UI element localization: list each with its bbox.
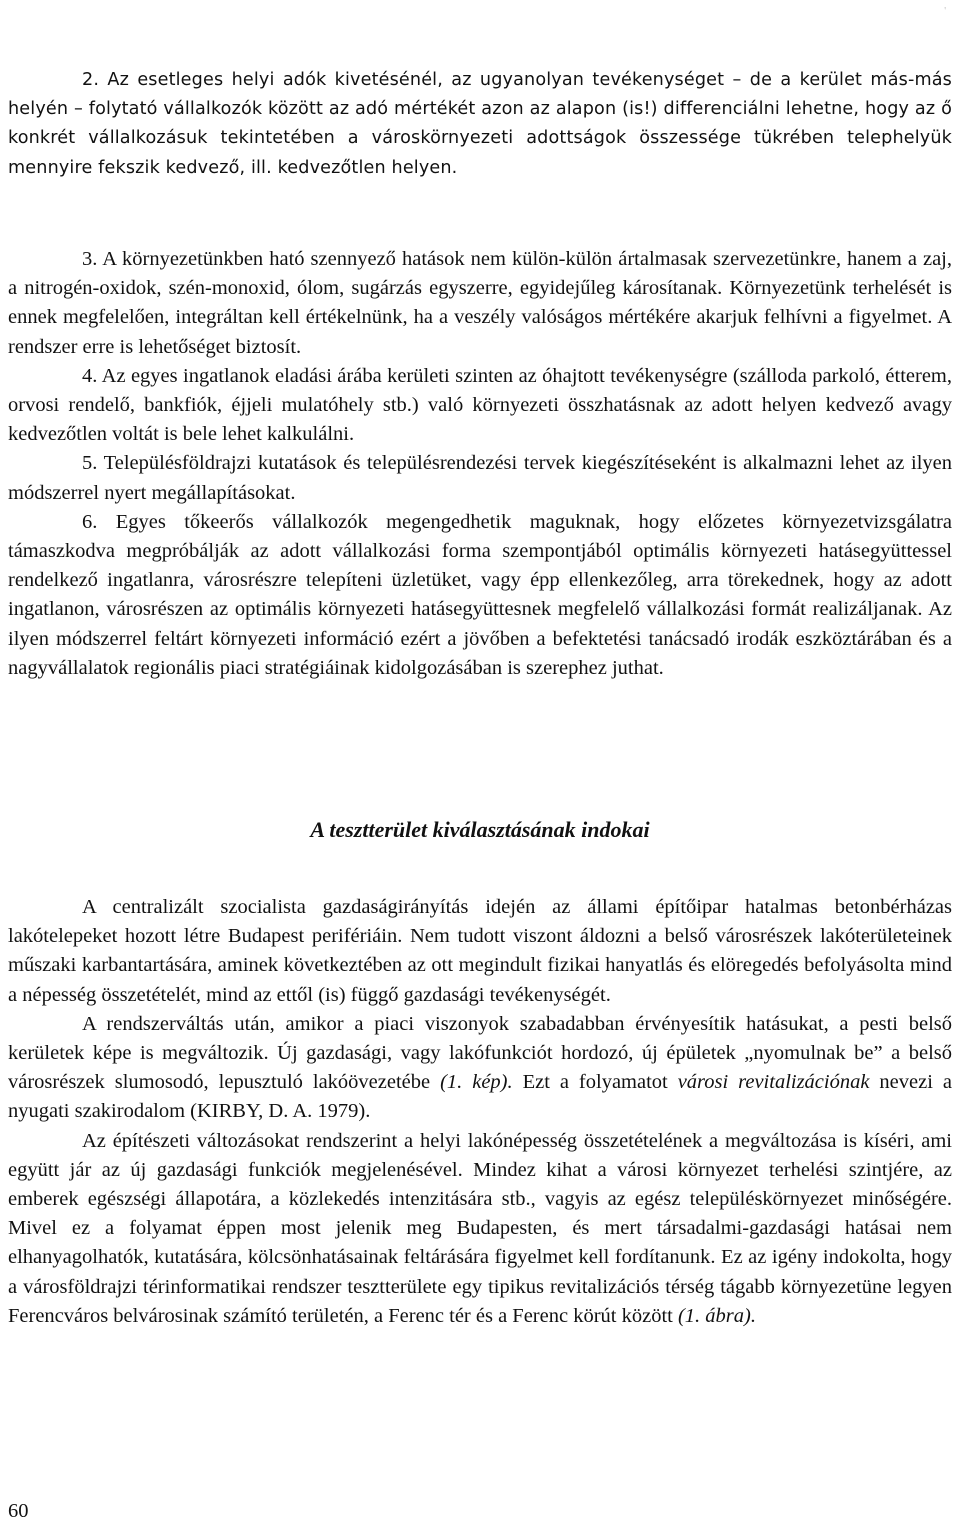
body-paragraph-2-text-a: A rendszerváltás után, amikor a piaci viszonyok szabadabban érvényesítik hatásukat, a pesti belső kerületek képe is megváltozik. Új gazdasági, vagy lakófunkciót hordozó, új épületek „nyomulnak be” a belső városrészek slumosodó, lepusztuló lakóövezetébe (8, 1012, 952, 1094)
list-continuation-lower (8, 245, 952, 683)
body-paragraph-2-text-c: nevezi a nyugati szakirodalom (KIRBY, D. A. 1979). (8, 1071, 952, 1123)
body-paragraph-3-text: Az építészeti változásokat rendszerint a helyi lakónépesség összetételének a megváltozása is kíséri, ami együtt jár az új gazdasági funkciók megjelenésével. Mindez kihat a városi környezet terhelési szintjére, az emberek egészségi állapotára, a közlekedés intenzitására stb., vagyis az egész településkörnyezet minőségére. Mivel ez a folyamat éppen most jelenik meg Budapesten, és mert társadalmi-gazdasági hatásai nem elhanyagolhatók, kutatására, kölcsönhatásainak feltárására figyelmet kell fordítanunk. Ez az igény indokolta, hogy a városföldrajzi térinformatikai rendszer tesztterülete egy tipikus revitalizációs térség tágabb környezetüne legyen Ferencváros belvárosinak számító területén, a Ferenc tér és a Ferenc körút között (8, 1129, 952, 1327)
term-urban-revitalization: városi revitalizációnak (677, 1071, 870, 1094)
section-body (8, 893, 952, 1331)
body-paragraph-3 (8, 1127, 952, 1331)
page-number: 60 (8, 1500, 29, 1522)
paragraph-item-6: 6. Egyes tőkeerős vállalkozók megengedhetik maguknak, hogy előzetes környezetvizsgálatra támaszkodva megpróbálják az adott vállalkozási forma szempontjából optimális környezeti hatásegyüttessel rendelkező ingatlanra, városrészre telepíteni üzletüket, vagy épp ellenkezőleg, arra törekednek, hogy az adott ingatlanon, városrészen az optimális környezeti hatásegyüttesnek megfelelő vállalkozási formát realizáljanak. Az ilyen módszerrel feltárt környezeti információ ezért a jövőben a befektetési tanácsadó irodák eszköztárában és a nagyvállalatok regionális piaci stratégiáinak kidolgozásában is szerephez juthat. (8, 510, 952, 679)
paragraph-item-2: 2. Az esetleges helyi adók kivetésénél, az ugyanolyan tevékenységet – de a kerület más-más helyén – folytató vállalkozók között az adó mértékét azon az alapon (is!) differenciálni lehetne, hogy az ő konkrét vállalkozásuk tekintetében a városkörnyezeti adottságok összessége tükrében telephelyük mennyire fekszik kedvező, ill. kedvezőtlen helyen. (8, 70, 952, 178)
list-continuation-upper (8, 66, 952, 183)
figure-reference-photo: (1. kép). (440, 1071, 513, 1094)
body-paragraph-1: A centralizált szocialista gazdaságirányítás idején az állami építőipar hatalmas betonbérházas lakótelepeket hozott létre Budapest perifériáin. Nem tudott viszont áldozni a belső városrészek lakóterületeinek műszaki karbantartására, aminek következtében az ott megindult fizikai hanyatlás és elöregedés befolyásolta mind a népesség összetételét, mind az ettől (is) függő gazdasági tevékenységét. (8, 896, 952, 1006)
body-paragraph-2-text-b: Ezt a folyamatot (512, 1071, 678, 1094)
corner-mark: ' (944, 6, 946, 17)
paragraph-item-4: 4. Az egyes ingatlanok eladási árába kerületi szinten az óhajtott tevékenységre (szálloda parkoló, étterem, orvosi rendelő, bankfiók, éjjeli mulatóhely stb.) való környezeti összhatásnak az adott helyen kedvező avagy kedvezőtlen voltát is bele lehet kalkulálni. (8, 364, 952, 446)
paragraph-item-5: 5. Településföldrajzi kutatások és településrendezési tervek kiegészítéseként is alkalmazni lehet az ilyen módszerrel nyert megállapításokat. (8, 452, 952, 504)
paragraph-item-3: 3. A környezetünkben ható szennyező hatások nem külön-külön ártalmasak szervezetünkre, hanem a zaj, a nitrogén-oxidok, szén-monoxid, ólom, sugárzás egyszerre, egyidejűleg károsítanak. Környezetünk terhelését is ennek megfelelően, integráltan kell értékelnünk, ha a veszély valóságos mértékére akarjuk felhívni a figyelmet. A rendszer erre is lehetőséget biztosít. (8, 248, 952, 358)
body-paragraph-2 (8, 1010, 952, 1127)
figure-reference-map: (1. ábra). (677, 1304, 756, 1327)
section-heading: A tesztterület kiválasztásának indokai (310, 817, 650, 842)
